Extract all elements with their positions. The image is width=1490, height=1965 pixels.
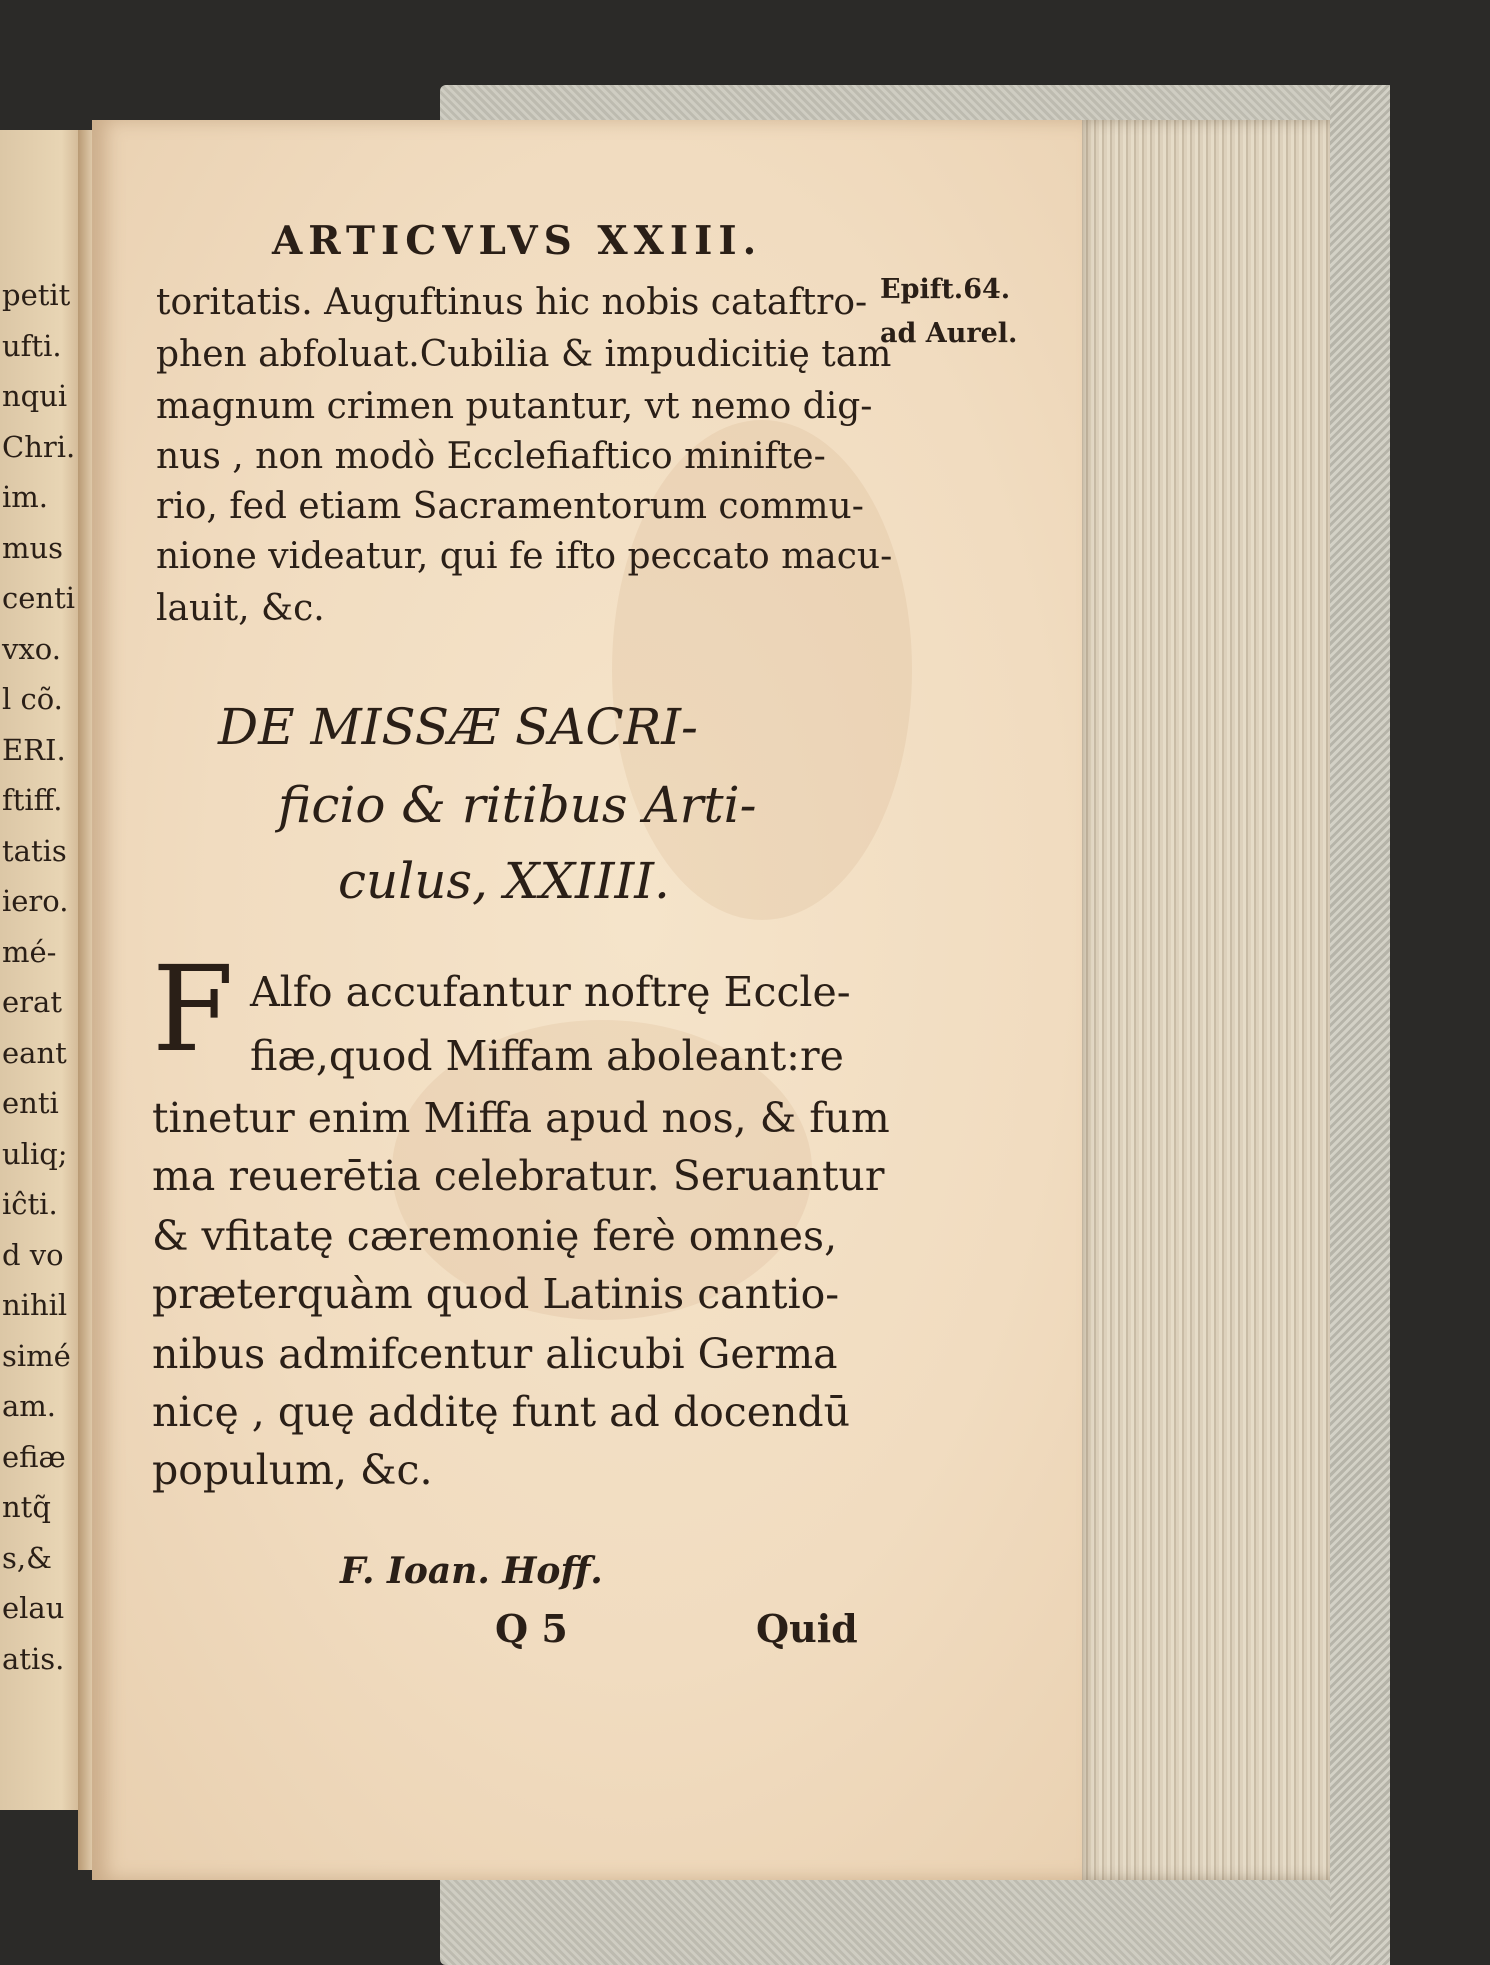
left-page-text-fragment: centi: [2, 581, 76, 615]
drop-cap: F: [152, 940, 234, 1078]
text-line: Alfo accufantur noftrę Eccle-: [250, 968, 851, 1016]
left-page-text-fragment: uliq;: [2, 1136, 68, 1171]
left-page-text-fragment: mé-: [2, 934, 57, 969]
left-page-text-fragment: petit: [2, 278, 71, 312]
section-heading-line: DE MISSÆ SACRI-: [218, 698, 698, 756]
signature-mark: Q 5: [495, 1606, 568, 1651]
text-line: toritatis. Auguftinus hic nobis cataftro-: [156, 282, 868, 323]
left-page-text-fragment: ntq̃: [2, 1490, 51, 1524]
left-page-text-fragment: enti: [2, 1086, 59, 1120]
author-signature: F. Ioan. Hoff.: [340, 1550, 603, 1592]
left-page-text-fragment: mus: [2, 530, 64, 565]
page-edges: [1075, 120, 1330, 1880]
text-line: rio, fed etiam Sacramentorum commu-: [156, 486, 864, 527]
left-page-text-fragment: ftiff.: [2, 783, 63, 817]
text-line: nus , non modò Ecclefiaftico minifte-: [156, 436, 826, 477]
text-line: lauit, &c.: [156, 588, 325, 629]
left-page-text-fragment: Chri.: [2, 429, 76, 464]
left-page-text-fragment: eant: [2, 1035, 67, 1070]
text-line: ma reuerētia celebratur. Seruantur: [152, 1152, 885, 1200]
left-page-text-fragment: erat: [2, 985, 62, 1019]
left-page-text-fragment: am.: [2, 1389, 57, 1423]
section-heading-line: ficio & ritibus Arti-: [278, 776, 757, 834]
text-line: magnum crimen putantur, vt nemo dig-: [156, 386, 873, 427]
left-page-text-fragment: tatis: [2, 833, 67, 868]
left-page-text-fragment: d vo: [2, 1237, 64, 1272]
section-heading-line: culus, XXIIII.: [338, 852, 670, 910]
left-page-text-fragment: nihil: [2, 1288, 68, 1322]
text-line: tinetur enim Miffa apud nos, & fum: [152, 1094, 890, 1142]
text-line: & vfitatę cæremonię ferè omnes,: [152, 1212, 838, 1260]
text-line: phen abfoluat.Cubilia & impudicitię tam: [156, 334, 892, 375]
catchword: Quid: [756, 1606, 858, 1651]
text-line: nibus admifcentur alicubi Germa: [152, 1330, 838, 1378]
left-page-text-fragment: s,&: [2, 1540, 52, 1575]
text-line: nione videatur, qui fe ifto peccato macu-: [156, 536, 893, 577]
left-page-text-fragment: iĉti.: [2, 1187, 58, 1221]
book-cover-edge: [1330, 85, 1390, 1965]
left-page-text-fragment: simé: [2, 1338, 71, 1373]
running-head: ARTICVLVS XXIII.: [272, 218, 763, 264]
marginal-note-line: ad Aurel.: [880, 318, 1018, 349]
left-page-text-fragment: l cõ.: [2, 682, 63, 716]
left-page-text-fragment: atis.: [2, 1641, 65, 1676]
left-page-text-fragment: nqui: [2, 379, 68, 413]
left-page-text-fragment: ufti.: [2, 328, 62, 363]
left-facing-page: [0, 130, 88, 1810]
text-line: præterquàm quod Latinis cantio-: [152, 1270, 840, 1318]
left-page-text-fragment: im.: [2, 480, 48, 514]
left-page-text-fragment: iero.: [2, 884, 69, 918]
left-page-text-fragment: efiæ: [2, 1439, 66, 1474]
text-line: fiæ,quod Miffam aboleant:re: [250, 1032, 844, 1080]
text-line: nicę , quę additę funt ad docendū: [152, 1388, 851, 1436]
left-page-text-fragment: elau: [2, 1591, 65, 1625]
left-page-text-fragment: ERI.: [2, 732, 66, 767]
marginal-note-line: Epift.64.: [880, 274, 1011, 305]
left-page-text-fragment: vxo.: [2, 631, 61, 666]
text-line: populum, &c.: [152, 1446, 433, 1494]
